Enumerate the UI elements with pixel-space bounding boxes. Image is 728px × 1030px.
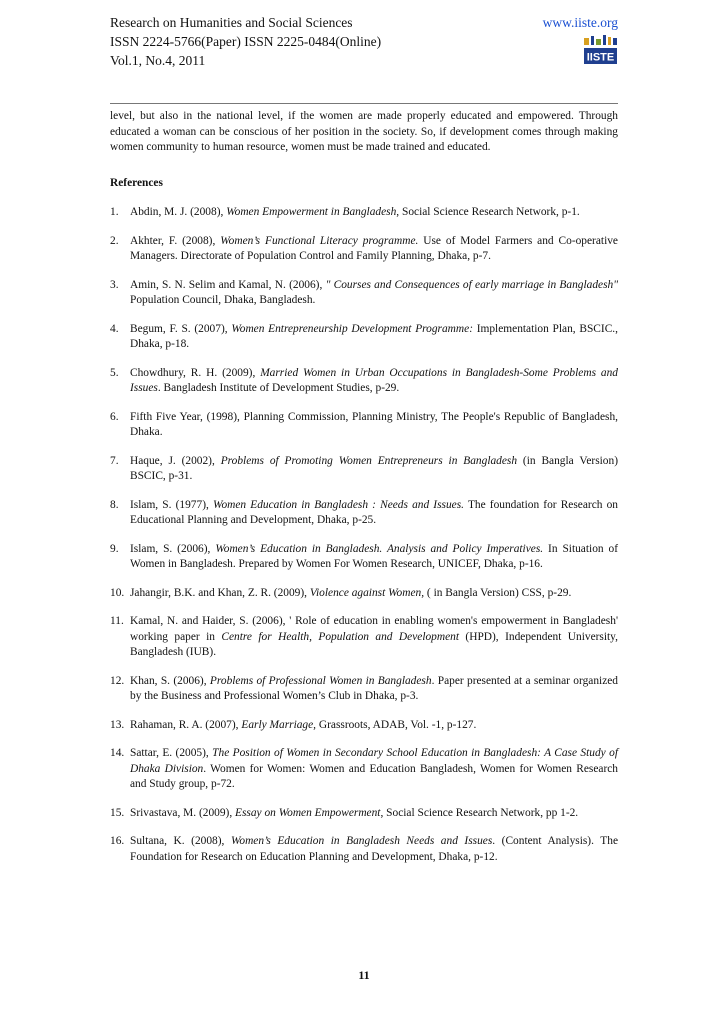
reference-post-text: Grassroots, ADAB, Vol. -1, p-127. bbox=[316, 718, 477, 731]
reference-item bbox=[110, 806, 618, 822]
reference-text bbox=[130, 614, 618, 661]
reference-work-title: Women Empowerment in Bangladesh bbox=[226, 206, 397, 218]
reference-item bbox=[110, 322, 618, 353]
reference-pre-text: Islam, S. (2006), bbox=[130, 542, 216, 555]
page-number: 11 bbox=[358, 968, 370, 982]
reference-number: 14. bbox=[110, 747, 125, 759]
reference-post-text: Implementation Plan, BSCIC., Dhaka, p-18. bbox=[130, 322, 618, 350]
reference-work-title: Women Education in Bangladesh : Needs and Issues. bbox=[213, 498, 464, 511]
volume-line: Vol.1, No.4, 2011 bbox=[110, 53, 206, 68]
reference-text bbox=[130, 806, 618, 822]
reference-number: 6. bbox=[110, 410, 119, 423]
reference-item bbox=[110, 498, 618, 529]
reference-pre-text: Kamal, N. and Haider, S. (2006), ' Role of education in enabling women's empowerment in Bangladesh' working paper in bbox=[130, 615, 618, 643]
reference-work-title: Violence against Women, bbox=[309, 586, 425, 599]
iiste-logo bbox=[584, 35, 618, 65]
reference-item bbox=[110, 586, 618, 602]
reference-text bbox=[130, 586, 618, 602]
reference-work-title: Women’s Functional Literacy programme. bbox=[220, 234, 419, 247]
reference-item bbox=[110, 718, 618, 734]
reference-work-title: Problems of Promoting Women Entrepreneurs in Bangladesh bbox=[220, 454, 518, 467]
reference-number: 11. bbox=[110, 615, 124, 627]
reference-text bbox=[130, 366, 618, 397]
issn-line: ISSN 2224-5766(Paper) ISSN 2225-0484(Online) bbox=[110, 34, 382, 49]
reference-work-title: Centre for Health, Population and Development bbox=[221, 630, 460, 643]
page-body bbox=[110, 109, 618, 878]
reference-number: 5. bbox=[110, 366, 119, 379]
reference-pre-text: Abdin, M. J. (2008), bbox=[130, 206, 227, 218]
reference-item bbox=[110, 410, 618, 441]
reference-post-text: . Bangladesh Institute of Development Studies, p-29. bbox=[157, 382, 400, 394]
reference-item bbox=[110, 454, 618, 485]
reference-number: 8. bbox=[110, 498, 119, 511]
reference-post-text: In Situation of Women in Bangladesh. Prepared by Women For Women Research, UNICEF, Dhaka, p-16. bbox=[130, 542, 618, 570]
reference-text bbox=[130, 454, 618, 485]
reference-item bbox=[110, 205, 618, 221]
reference-number: 9. bbox=[110, 542, 119, 555]
reference-number: 2. bbox=[110, 234, 119, 247]
reference-pre-text: Jahangir, B.K. and Khan, Z. R. (2009), bbox=[130, 586, 310, 599]
reference-number: 10. bbox=[110, 586, 125, 599]
reference-work-title: Problems of Professional Women in Bangladesh bbox=[209, 674, 432, 687]
reference-text bbox=[130, 542, 618, 573]
reference-text bbox=[130, 278, 618, 309]
reference-post-text: The foundation for Research on Educational Planning and Development, Dhaka, p-25. bbox=[130, 498, 618, 526]
reference-post-text: Use of Model Farmers and Co-operative Managers. Directorate of Population Control and Family Planning, Dhaka, p-7. bbox=[130, 234, 618, 262]
reference-post-text: . Women for Women: Women and Education Bangladesh, Women for Women Research and Study group, p-72. bbox=[130, 762, 618, 790]
reference-item bbox=[110, 366, 618, 397]
reference-post-text: (HPD), Independent University, Bangladesh (IUB). bbox=[130, 630, 618, 658]
reference-text bbox=[130, 234, 618, 265]
reference-text bbox=[130, 322, 618, 353]
reference-pre-text: Akhter, F. (2008), bbox=[130, 234, 221, 247]
reference-number: 3. bbox=[110, 278, 119, 291]
page-header bbox=[110, 13, 618, 70]
reference-list bbox=[110, 205, 618, 865]
reference-pre-text: Chowdhury, R. H. (2009), bbox=[130, 366, 261, 379]
journal-title bbox=[110, 13, 618, 32]
reference-number: 13. bbox=[110, 718, 125, 731]
reference-post-text: ( in Bangla Version) CSS, p-29. bbox=[424, 586, 572, 599]
reference-text bbox=[130, 498, 618, 529]
reference-pre-text: Rahaman, R. A. (2007), bbox=[130, 718, 242, 731]
reference-work-title: Married Women in Urban Occupations in Bangladesh-Some Problems and Issues bbox=[130, 366, 618, 394]
reference-pre-text: Sultana, K. (2008), bbox=[130, 835, 231, 847]
reference-post-text: . Paper presented at a seminar organized by the Business and Professional Women’s Club in Dhaka, p-3. bbox=[130, 674, 619, 702]
reference-work-title: Essay on Women Empowerment bbox=[235, 806, 381, 819]
reference-number: 12. bbox=[110, 674, 125, 687]
reference-pre-text: Islam, S. (1977), bbox=[130, 498, 213, 511]
journal-url[interactable]: www.iiste.org bbox=[542, 15, 618, 30]
reference-work-title: " Courses and Consequences of early marriage in Bangladesh" bbox=[325, 278, 619, 291]
logo-text: IISTE bbox=[586, 51, 615, 64]
header-rule bbox=[110, 103, 618, 104]
reference-work-title: Early Marriage, bbox=[241, 718, 317, 731]
reference-text bbox=[130, 205, 618, 221]
reference-pre-text: Srivastava, M. (2009), bbox=[130, 806, 236, 819]
reference-number: 4. bbox=[110, 322, 119, 335]
reference-post-text: , Social Science Research Network, pp 1-2. bbox=[380, 806, 579, 819]
reference-pre-text: Fifth Five Year, (1998), Planning Commission, Planning Ministry, The People's Republic of Bangladesh, Dhaka. bbox=[130, 410, 618, 438]
intro-paragraph: level, but also in the national level, if the women are made properly educated and empowered. Through educated a woman can be conscious of her position in the society. So, if development comes through making women community to human resource, women must be made trained and educated. bbox=[110, 110, 618, 153]
reference-post-text: Population Council, Dhaka, Bangladesh. bbox=[130, 294, 316, 306]
reference-post-text: , Social Science Research Network, p-1. bbox=[396, 206, 580, 218]
reference-pre-text: Sattar, E. (2005), bbox=[130, 747, 213, 759]
reference-work-title: Women’s Education in Bangladesh. Analysis and Policy Imperatives. bbox=[215, 542, 544, 555]
reference-pre-text: Khan, S. (2006), bbox=[130, 674, 210, 687]
reference-number: 7. bbox=[110, 454, 119, 467]
reference-pre-text: Begum, F. S. (2007), bbox=[130, 322, 232, 335]
reference-item bbox=[110, 674, 618, 705]
reference-post-text: . (Content Analysis). The Foundation for Research on Education Planning and Development, Dhaka, p-12. bbox=[130, 835, 618, 863]
reference-work-title: The Position of Women in Secondary School Education in Bangladesh: A Case Study of Dhaka Division bbox=[130, 747, 618, 775]
reference-item bbox=[110, 278, 618, 309]
reference-number: 15. bbox=[110, 806, 125, 819]
journal-name: Research on Humanities and Social Sciences bbox=[110, 15, 353, 30]
reference-item bbox=[110, 234, 618, 265]
reference-text bbox=[130, 718, 618, 734]
reference-work-title: Women’s Education in Bangladesh Needs and Issues bbox=[230, 835, 493, 847]
reference-item bbox=[110, 746, 618, 793]
reference-number: 16. bbox=[110, 835, 125, 847]
reference-item bbox=[110, 542, 618, 573]
reference-text bbox=[130, 834, 618, 865]
references-heading: References bbox=[110, 176, 163, 189]
reference-item bbox=[110, 834, 618, 865]
reference-text bbox=[130, 674, 618, 705]
reference-pre-text: Amin, S. N. Selim and Kamal, N. (2006), bbox=[130, 278, 326, 291]
reference-text bbox=[130, 746, 618, 793]
reference-item bbox=[110, 614, 618, 661]
reference-pre-text: Haque, J. (2002), bbox=[130, 454, 221, 467]
reference-text bbox=[130, 410, 618, 441]
reference-post-text: (in Bangla Version) BSCIC, p-31. bbox=[130, 454, 618, 482]
reference-work-title: Women Entrepreneurship Development Programme: bbox=[231, 322, 473, 335]
reference-number: 1. bbox=[110, 206, 119, 218]
